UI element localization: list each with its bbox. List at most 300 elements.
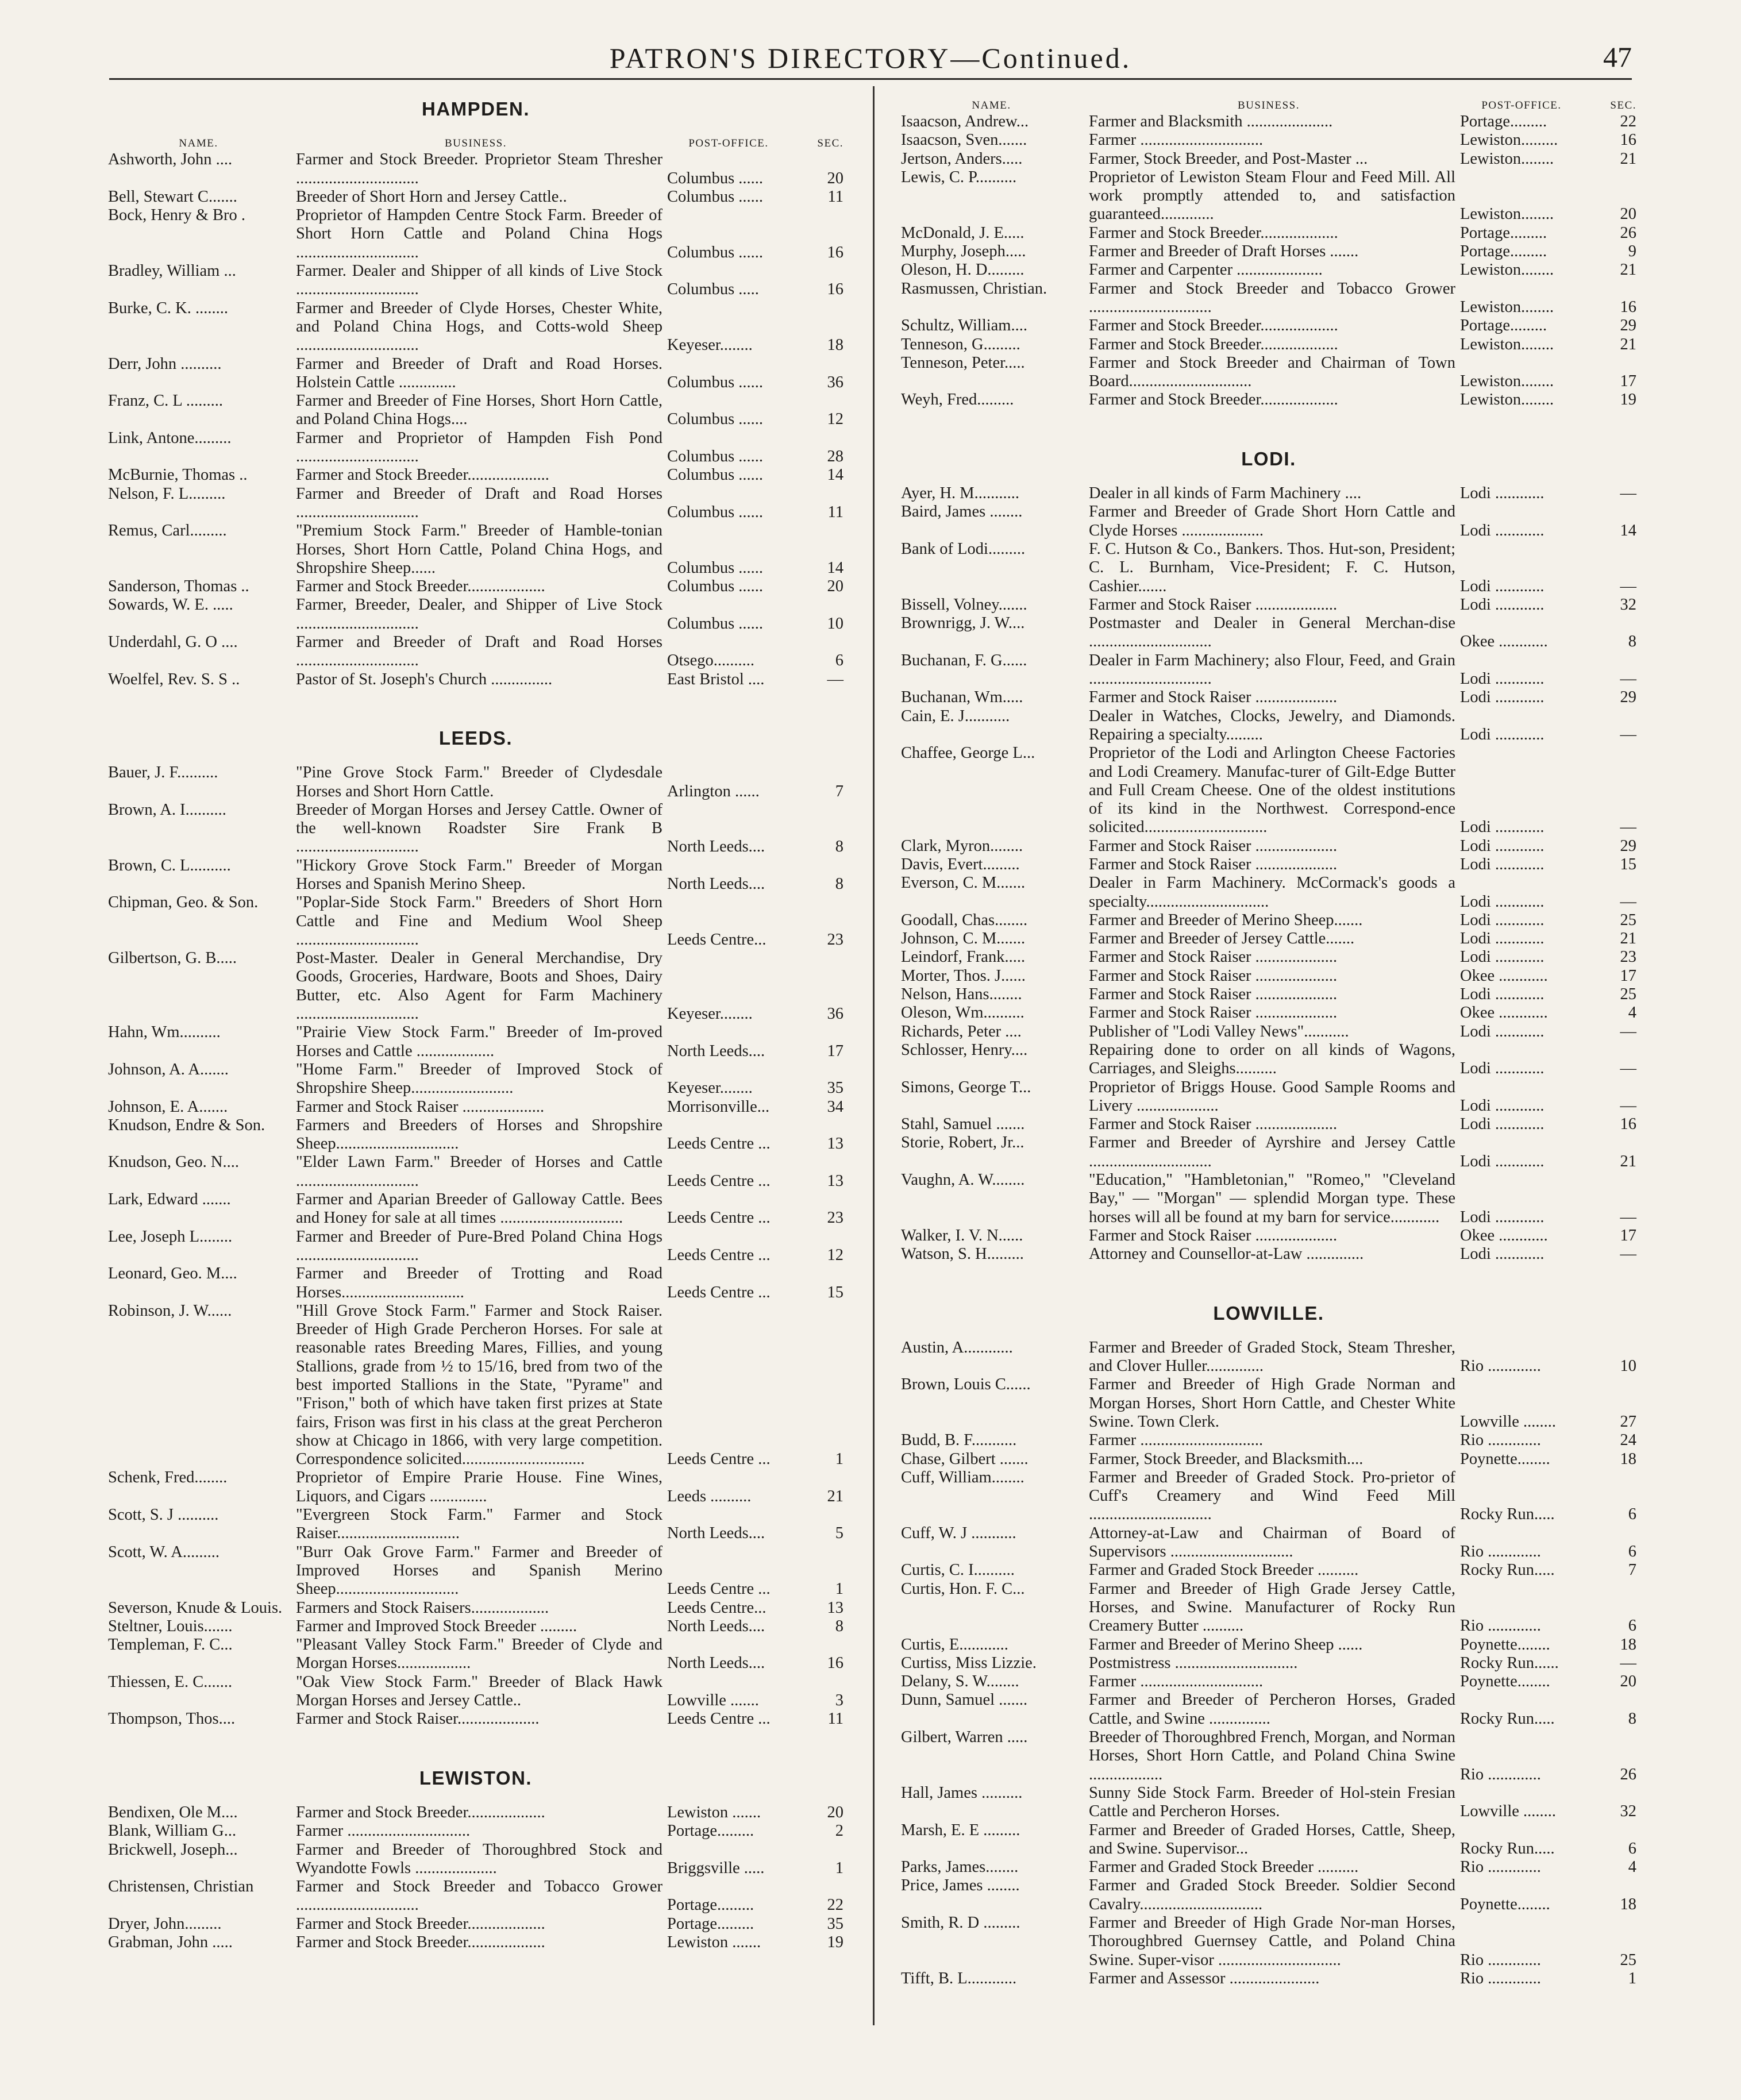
entry-name: Templeman, F. C... (108, 1636, 233, 1654)
entry-business: Pastor of St. Joseph's Church ............... (296, 670, 553, 688)
entry-post-office: Otsego.......... (667, 652, 754, 670)
entry-business: Farmer and Stock Breeder.................... (296, 466, 549, 484)
entry-section-number: 20 (827, 577, 843, 596)
entry-section-number: 18 (1620, 1450, 1636, 1468)
directory-entry (901, 1245, 1636, 1263)
entry-business: Postmaster and Dealer in General Merchan-dise .............................. (1089, 614, 1455, 651)
entry-section-number: 6 (1628, 1505, 1636, 1524)
entry-post-office: Lewiston ....... (667, 1803, 761, 1821)
entry-name: Brown, C. L.......... (108, 856, 231, 874)
entry-business: Proprietor of Hampden Centre Stock Farm. Breeder of Short Horn Cattle and Poland China Hogs .............................. (296, 206, 662, 261)
entry-post-office: Columbus ...... (667, 577, 764, 596)
entry-section-number: 14 (827, 558, 843, 577)
entry-business: Farmers and Stock Raisers................... (296, 1598, 549, 1617)
entry-post-office: Rocky Run..... (1460, 1839, 1555, 1858)
entry-section-number: 19 (827, 1933, 843, 1952)
entry-business: Farmer and Stock Raiser .................... (1089, 688, 1338, 707)
header-post-office: POST-OFFICE. (1481, 99, 1562, 111)
entry-post-office: North Leeds.... (667, 874, 765, 893)
entry-post-office: Leeds Centre ... (667, 1710, 771, 1728)
directory-entry (108, 1617, 843, 1636)
entry-name: Ayer, H. M........... (901, 484, 1020, 503)
entry-post-office: Lowville ........ (1460, 1802, 1557, 1821)
directory-entry (108, 1933, 843, 1952)
directory-entry (901, 317, 1636, 335)
entry-section-number: — (1620, 577, 1636, 595)
entry-post-office: Briggsville ..... (667, 1859, 765, 1877)
entry-business: Post-Master. Dealer in General Merchandise, Dry Goods, Groceries, Hardware, Boots and Shoes, Dairy Butter, etc. Also Agent for Farm Machinery .............................. (296, 949, 662, 1023)
entry-business: Farmer and Breeder of Draft Horses ....... (1089, 242, 1359, 261)
entry-business: Farmers and Breeders of Horses and Shropshire Sheep.............................. (296, 1116, 662, 1153)
entry-post-office: Lowville ....... (667, 1691, 759, 1710)
entry-business: "Hill Grove Stock Farm." Farmer and Stock Raiser. Breeder of High Grade Percheron Horses. For sale at reasonable rates Breeding Mares, Fillies, and young Stallions, grade from ½ to 15/16, bred from two of the best imported Stallions in the State, "Pyrame" and "Frison," both of which have taken first prizes at State fairs, Frison was first in his class at the great Percheron show at Chicago in 1866, with very large competition. Correspondence solicited.............................. (296, 1301, 662, 1469)
entry-post-office: Lodi ............ (1460, 855, 1544, 873)
directory-entry (901, 1821, 1636, 1859)
directory-entry (108, 299, 843, 355)
entry-post-office: Rocky Run...... (1460, 1654, 1559, 1672)
entry-section-number: 25 (1620, 911, 1636, 929)
entry-name: Leonard, Geo. M.... (108, 1265, 237, 1283)
directory-entry (901, 596, 1636, 614)
directory-entry (901, 985, 1636, 1004)
entry-section-number: — (1620, 1059, 1636, 1078)
entry-business: Farmer and Stock Raiser .................... (1089, 966, 1338, 985)
entry-post-office: Lodi ............ (1460, 892, 1544, 911)
entry-name: Curtis, Hon. F. C... (901, 1579, 1025, 1598)
entry-section-number: — (1620, 725, 1636, 743)
entry-section-number: 10 (1620, 1357, 1636, 1375)
entry-post-office: Portage......... (1460, 242, 1547, 261)
entry-post-office: Columbus ...... (667, 410, 764, 429)
entry-post-office: Lodi ............ (1460, 1059, 1544, 1078)
entry-post-office: Morrisonville... (667, 1097, 770, 1116)
entry-name: Dunn, Samuel ....... (901, 1691, 1028, 1709)
header-post-office: POST-OFFICE. (688, 137, 769, 150)
entry-section-number: 21 (1620, 261, 1636, 279)
directory-section (901, 97, 1636, 410)
entry-name: Buchanan, F. G...... (901, 651, 1027, 669)
entry-business: Farmer and Stock Breeder................... (1089, 391, 1338, 409)
entry-business: Dealer in Farm Machinery. McCormack's goods a specialty.............................. (1089, 874, 1455, 911)
entry-business: Farmer and Assessor ...................... (1089, 1969, 1320, 1987)
entry-name: Tenneson, G......... (901, 335, 1020, 353)
entry-section-number: 29 (1620, 688, 1636, 707)
entry-post-office: Lodi ............ (1460, 521, 1544, 540)
entry-post-office: Lodi ............ (1460, 985, 1544, 1004)
entry-section-number: 20 (827, 1803, 843, 1821)
entry-business: Farmer and Breeder of Merino Sheep....... (1089, 911, 1363, 929)
directory-entry (901, 484, 1636, 503)
entry-business: Farmer and Breeder of Graded Horses, Cattle, Sheep, and Swine. Supervisor... (1089, 1821, 1455, 1858)
directory-section (108, 729, 843, 1729)
entry-post-office: Rocky Run..... (1460, 1709, 1555, 1728)
right-column (901, 86, 1636, 1988)
entry-name: Stahl, Samuel ....... (901, 1115, 1025, 1134)
entry-section-number: — (827, 670, 843, 688)
entry-business: Farmer and Breeder of High Grade Norman and Morgan Horses, Short Horn Cattle, and Chester White Swine. Town Clerk. (1089, 1375, 1455, 1431)
directory-section (108, 100, 843, 689)
entry-post-office: Portage......... (667, 1822, 754, 1840)
directory-entry (901, 1784, 1636, 1821)
entry-post-office: Lodi ............ (1460, 1245, 1544, 1263)
directory-entry (108, 262, 843, 299)
entry-post-office: Lewiston........ (1460, 205, 1554, 224)
entry-section-number: 22 (827, 1896, 843, 1914)
entry-section-number: 1 (835, 1580, 843, 1598)
entry-name: Brownrigg, J. W.... (901, 614, 1025, 633)
entry-name: Burke, C. K. ........ (108, 299, 228, 317)
entry-section-number: — (1620, 1654, 1636, 1672)
entry-name: Simons, George T... (901, 1078, 1031, 1096)
entry-name: Gilbert, Warren ..... (901, 1728, 1028, 1747)
entry-section-number: 7 (835, 782, 843, 800)
entry-section-number: 11 (827, 503, 843, 521)
entry-business: "Premium Stock Farm." Breeder of Hamble-tonian Horses, Short Horn Cattle, Poland China Hogs, and Shropshire Sheep...... (296, 522, 662, 577)
entry-post-office: Lewiston......... (1460, 131, 1558, 149)
directory-entry (901, 707, 1636, 745)
entry-section-number: 29 (1620, 837, 1636, 855)
entry-business: Farmer and Stock Breeder................... (1089, 317, 1338, 335)
entry-name: Isaacson, Andrew... (901, 113, 1029, 130)
entry-name: Hahn, Wm.......... (108, 1023, 221, 1042)
entry-section-number: 6 (1628, 1617, 1636, 1635)
entry-post-office: Columbus ...... (667, 503, 764, 521)
entry-section-number: 32 (1620, 595, 1636, 614)
entry-business: Farmer and Stock Breeder. Proprietor Steam Thresher .............................. (296, 151, 662, 187)
entry-post-office: Poynette........ (1460, 1635, 1550, 1654)
entry-section-number: 20 (1620, 205, 1636, 224)
entry-post-office: Lewiston........ (1460, 335, 1554, 353)
entry-business: Farmer and Aparian Breeder of Galloway Cattle. Bees and Honey for sale at all times .............................. (296, 1190, 662, 1227)
entry-post-office: Arlington ...... (667, 782, 760, 800)
entry-name: Derr, John .......... (108, 355, 222, 373)
directory-entry (901, 391, 1636, 409)
entry-business: Postmistress .............................. (1089, 1654, 1298, 1672)
entry-name: Christensen, Christian (108, 1878, 254, 1896)
entry-section-number: 11 (827, 187, 843, 206)
entry-name: Tifft, B. L............ (901, 1969, 1017, 1987)
entry-business: Proprietor of Briggs House. Good Sample Rooms and Livery .................... (1089, 1078, 1455, 1115)
entry-post-office: Lodi ............ (1460, 948, 1544, 966)
entry-name: Lark, Edward ....... (108, 1190, 231, 1209)
entry-business: Farmer and Breeder of Graded Stock, Steam Thresher, and Clover Huller.............. (1089, 1338, 1455, 1375)
entry-post-office: North Leeds.... (667, 1617, 765, 1635)
entry-business: Farmer and Stock Raiser .................... (1089, 1115, 1338, 1134)
directory-section (108, 1769, 843, 1952)
entry-post-office: Leeds Centre ... (667, 1209, 771, 1227)
header-name: NAME. (972, 99, 1011, 111)
entry-post-office: Columbus ...... (667, 187, 764, 206)
entry-section-number: — (1620, 892, 1636, 911)
entry-section-number: 18 (1620, 1895, 1636, 1913)
entry-name: Cain, E. J........... (901, 707, 1010, 725)
entry-business: Farmer and Stock Breeder and Tobacco Grower .............................. (296, 1878, 662, 1914)
entry-post-office: Rio ............. (1460, 1617, 1541, 1635)
entry-name: Grabman, John ..... (108, 1933, 233, 1952)
entry-section-number: 8 (835, 1617, 843, 1635)
entry-post-office: Lewiston........ (1460, 391, 1554, 409)
entry-post-office: Columbus ...... (667, 614, 764, 633)
entry-post-office: Lodi ............ (1460, 1096, 1544, 1115)
entry-name: Scott, W. A......... (108, 1543, 219, 1561)
entry-business: Sunny Side Stock Farm. Breeder of Hol-stein Fresian Cattle and Percheron Horses. (1089, 1783, 1455, 1821)
entry-business: Farmer and Stock Breeder and Tobacco Grower .............................. (1089, 279, 1455, 316)
directory-entry (901, 1004, 1636, 1022)
directory-entry (901, 1375, 1636, 1431)
entry-name: Vaughn, A. W........ (901, 1171, 1025, 1189)
entry-post-office: Keyeser........ (667, 1005, 753, 1023)
entry-section-number: 35 (827, 1914, 843, 1933)
entry-section-number: 18 (827, 336, 843, 355)
entry-business: Farmer and Graded Stock Breeder .......... (1089, 1858, 1359, 1876)
entry-name: Clark, Myron........ (901, 837, 1023, 855)
header-sec: SEC. (1610, 99, 1636, 111)
entry-post-office: Columbus ...... (667, 448, 764, 466)
entry-business: Dealer in Watches, Clocks, Jewelry, and Diamonds. Repairing a specialty......... (1089, 707, 1455, 743)
entry-name: Steltner, Louis....... (108, 1617, 233, 1635)
left-column (108, 86, 843, 1952)
entry-section-number: 16 (827, 243, 843, 261)
entry-name: Walker, I. V. N...... (901, 1226, 1023, 1244)
entry-section-number: 14 (827, 466, 843, 484)
entry-name: McBurnie, Thomas .. (108, 466, 248, 484)
entry-name: Curtiss, Miss Lizzie. (901, 1654, 1037, 1672)
entry-business: Proprietor of Empire Prarie House. Fine Wines, Liquors, and Cigars .............. (296, 1469, 662, 1505)
entry-section-number: 16 (1620, 1115, 1636, 1134)
directory-entry (901, 131, 1636, 149)
entry-section-number: 18 (1620, 1635, 1636, 1654)
entry-post-office: Lodi ............ (1460, 595, 1544, 614)
directory-entry (901, 1450, 1636, 1469)
entry-section-number: 16 (1620, 298, 1636, 316)
directory-entry (108, 1302, 843, 1469)
entry-name: Brown, A. I.......... (108, 800, 226, 819)
entry-post-office: Portage......... (1460, 317, 1547, 335)
entry-post-office: Portage......... (1460, 113, 1547, 130)
entry-business: Farmer and Breeder of High Grade Jersey Cattle, Horses, and Swine. Manufacturer of Rocky Run Creamery Butter .......... (1089, 1579, 1455, 1635)
entry-post-office: Okee ............ (1460, 1226, 1548, 1244)
entry-post-office: Keyeser........ (667, 336, 753, 355)
entry-name: Oleson, Wm.......... (901, 1004, 1024, 1022)
entry-name: Johnson, C. M....... (901, 930, 1026, 948)
entry-business: Farmer and Breeder of Ayrshire and Jersey Cattle .............................. (1089, 1134, 1455, 1170)
entry-post-office: Rocky Run..... (1460, 1505, 1555, 1524)
entry-business: Farmer and Breeder of Jersey Cattle....... (1089, 930, 1355, 948)
entry-section-number: 15 (1620, 855, 1636, 873)
entry-business: Farmer .............................. (1089, 1673, 1264, 1691)
entry-name: Richards, Peter .... (901, 1022, 1022, 1041)
entry-section-number: 25 (1620, 985, 1636, 1004)
entry-name: Sowards, W. E. ..... (108, 596, 233, 614)
entry-name: Goodall, Chas........ (901, 911, 1028, 929)
directory-entry (108, 392, 843, 429)
entry-post-office: Rio ............. (1460, 1858, 1541, 1876)
entry-section-number: 36 (827, 1005, 843, 1023)
entry-post-office: Leeds Centre ... (667, 1580, 771, 1598)
entry-name: Curtis, C. I.......... (901, 1561, 1015, 1579)
entry-name: Cuff, W. J ........... (901, 1524, 1016, 1542)
directory-entry (901, 1876, 1636, 1914)
entry-name: Leindorf, Frank..... (901, 948, 1026, 966)
directory-entry (901, 168, 1636, 224)
entry-post-office: Rocky Run..... (1460, 1561, 1555, 1579)
entry-business: Farmer and Breeder of Merino Sheep ...... (1089, 1635, 1363, 1654)
header-sec: SEC. (817, 137, 843, 150)
entry-section-number: 32 (1620, 1802, 1636, 1821)
entry-post-office: Rio ............. (1460, 1543, 1541, 1561)
entry-name: Hall, James .......... (901, 1783, 1023, 1802)
entry-section-number: 10 (827, 614, 843, 633)
directory-entry (108, 485, 843, 522)
entry-post-office: Lodi ............ (1460, 818, 1544, 837)
entry-name: Scott, S. J .......... (108, 1506, 219, 1524)
entry-business: Farmer and Stock Raiser .................... (1089, 948, 1338, 966)
entry-business: Farmer, Stock Breeder, and Blacksmith.... (1089, 1450, 1363, 1468)
directory-entry (901, 744, 1636, 837)
entry-business: Proprietor of Lewiston Steam Flour and Feed Mill. All work promptly attended to, and satisfaction guaranteed............. (1089, 168, 1455, 224)
page-number: 47 (1603, 41, 1632, 73)
directory-entry (901, 1673, 1636, 1691)
entry-post-office: Lowville ........ (1460, 1413, 1557, 1431)
entry-name: Chipman, Geo. & Son. (108, 893, 259, 912)
directory-entry (901, 354, 1636, 391)
entry-business: Farmer and Graded Stock Breeder. Soldier Second Cavalry.............................. (1089, 1876, 1455, 1913)
entry-post-office: Columbus ...... (667, 466, 764, 484)
directory-entry (901, 1691, 1636, 1728)
entry-business: "Pine Grove Stock Farm." Breeder of Clydesdale Horses and Short Horn Cattle. (296, 764, 662, 800)
entry-section-number: 21 (827, 1487, 843, 1505)
directory-entry (108, 429, 843, 467)
entry-name: McDonald, J. E..... (901, 224, 1024, 242)
entry-business: Farmer and Stock Breeder................... (296, 1803, 545, 1821)
entry-section-number: 12 (827, 1246, 843, 1264)
entry-section-number: 3 (835, 1691, 843, 1710)
directory-entry (901, 930, 1636, 948)
entry-name: Sanderson, Thomas .. (108, 577, 249, 596)
entry-business: Farmer .............................. (296, 1822, 471, 1840)
entry-section-number: 4 (1628, 1858, 1636, 1876)
entry-name: Thiessen, E. C....... (108, 1673, 233, 1691)
directory-entry (108, 1061, 843, 1098)
entry-business: Farmer and Improved Stock Breeder ......... (296, 1617, 577, 1635)
directory-entry (108, 466, 843, 484)
entry-name: Gilbertson, G. B..... (108, 949, 237, 968)
entry-name: Everson, C. M....... (901, 874, 1026, 892)
directory-entry (901, 1339, 1636, 1376)
entry-post-office: Columbus ..... (667, 280, 759, 299)
entry-business: Breeder of Morgan Horses and Jersey Cattle. Owner of the well-known Roadster Sire Frank B .............................. (296, 800, 662, 856)
entry-post-office: Rio ............. (1460, 1951, 1541, 1969)
entry-name: Watson, S. H......... (901, 1245, 1024, 1263)
entry-post-office: Keyeser........ (667, 1079, 753, 1097)
entry-business: Farmer and Breeder of High Grade Nor-man Horses, Thoroughbred Guernsey Cattle, and Poland China Swine. Super-visor .............................. (1089, 1914, 1455, 1969)
directory-entry (901, 224, 1636, 242)
entry-business: Farmer and Stock Raiser .................... (1089, 1004, 1338, 1022)
entry-post-office: North Leeds.... (667, 1524, 765, 1543)
entry-name: Bissell, Volney....... (901, 595, 1027, 614)
entry-post-office: Okee ............ (1460, 633, 1548, 651)
directory-entry (901, 948, 1636, 966)
directory-entry (901, 150, 1636, 168)
entry-business: Farmer and Stock Raiser .................... (296, 1097, 545, 1116)
entry-business: Farmer and Breeder of Thoroughbred Stock and Wyandotte Fowls .................... (296, 1840, 662, 1877)
entry-business: Attorney and Counsellor-at-Law .............. (1089, 1245, 1364, 1263)
entry-name: Brown, Louis C...... (901, 1375, 1031, 1394)
directory-entry (108, 1878, 843, 1915)
entry-post-office: North Leeds.... (667, 838, 765, 856)
entry-business: Farmer. Dealer and Shipper of all kinds of Live Stock .............................. (296, 262, 662, 299)
entry-post-office: North Leeds.... (667, 1042, 765, 1060)
entry-name: Johnson, A. A....... (108, 1060, 229, 1078)
entry-business: Farmer and Stock Breeder................... (296, 1933, 545, 1952)
entry-name: Knudson, Geo. N.... (108, 1153, 239, 1172)
entry-section-number: 5 (835, 1524, 843, 1543)
entry-section-number: — (1620, 1096, 1636, 1115)
entry-post-office: Columbus ...... (667, 243, 764, 261)
entry-name: Weyh, Fred......... (901, 391, 1014, 409)
entry-section-number: 25 (1620, 1951, 1636, 1969)
entry-name: Cuff, William........ (901, 1468, 1024, 1486)
entry-name: Link, Antone......... (108, 429, 232, 447)
column-headers (108, 134, 843, 151)
entry-post-office: Columbus ...... (667, 558, 764, 577)
entry-business: Farmer and Stock Raiser.................... (296, 1710, 540, 1728)
entry-section-number: 21 (1620, 1152, 1636, 1170)
directory-entry (901, 1654, 1636, 1673)
entry-business: Farmer and Breeder of Trotting and Road Horses.............................. (296, 1265, 662, 1301)
entry-name: Woelfel, Rev. S. S .. (108, 670, 240, 688)
entry-section-number: 14 (1620, 521, 1636, 540)
entry-section-number: — (1620, 818, 1636, 837)
directory-entry (901, 1078, 1636, 1116)
entry-section-number: 21 (1620, 335, 1636, 353)
entry-name: Budd, B. F........... (901, 1431, 1017, 1450)
header-business: BUSINESS. (1238, 99, 1300, 111)
directory-entry (108, 1098, 843, 1116)
entry-section-number: 19 (1620, 391, 1636, 409)
directory-entry (108, 577, 843, 596)
entry-business: Attorney-at-Law and Chairman of Board of Supervisors .............................. (1089, 1524, 1455, 1561)
section-title: HAMPDEN. (421, 98, 530, 120)
entry-section-number: 26 (1620, 224, 1636, 242)
directory-entry (108, 1190, 843, 1228)
entry-business: Breeder of Short Horn and Jersey Cattle.. (296, 187, 567, 206)
entry-business: "Education," "Hambletonian," "Romeo," "Cleveland Bay," — "Morgan" — splendid Morgan type. These horses will all be found at my barn for service............ (1089, 1171, 1455, 1226)
entry-section-number: 16 (1620, 131, 1636, 149)
entry-section-number: 9 (1628, 242, 1636, 261)
entry-post-office: Lodi ............ (1460, 1208, 1544, 1226)
directory-entry (901, 1023, 1636, 1041)
entry-name: Chaffee, George L... (901, 744, 1035, 762)
entry-business: "Poplar-Side Stock Farm." Breeders of Short Horn Cattle and Fine and Medium Wool Sheep .............................. (296, 893, 662, 949)
entry-name: Schultz, William.... (901, 317, 1027, 335)
entry-section-number: 13 (827, 1172, 843, 1190)
entry-business: Dealer in all kinds of Farm Machinery .... (1089, 484, 1362, 503)
entry-post-office: Leeds .......... (667, 1487, 752, 1505)
entry-section-number: 15 (827, 1283, 843, 1301)
entry-business: Farmer and Stock Raiser .................... (1089, 595, 1338, 614)
directory-entry (108, 596, 843, 633)
directory-entry (901, 503, 1636, 540)
entry-section-number: 17 (827, 1042, 843, 1060)
section-title: LOWVILLE. (1213, 1302, 1324, 1324)
entry-business: Farmer, Stock Breeder, and Post-Master ... (1089, 149, 1368, 168)
entry-section-number: 17 (1620, 1226, 1636, 1244)
entry-business: Proprietor of the Lodi and Arlington Cheese Factories and Lodi Creamery. Manufac-turer of Gilt-Edge Butter and Full Cream Cheese. One of the oldest institutions of its kind in the Northwest. Correspond-ence solicited.............................. (1089, 744, 1455, 837)
entry-section-number: 11 (827, 1710, 843, 1728)
directory-entry (108, 857, 843, 894)
directory-entry (108, 188, 843, 206)
